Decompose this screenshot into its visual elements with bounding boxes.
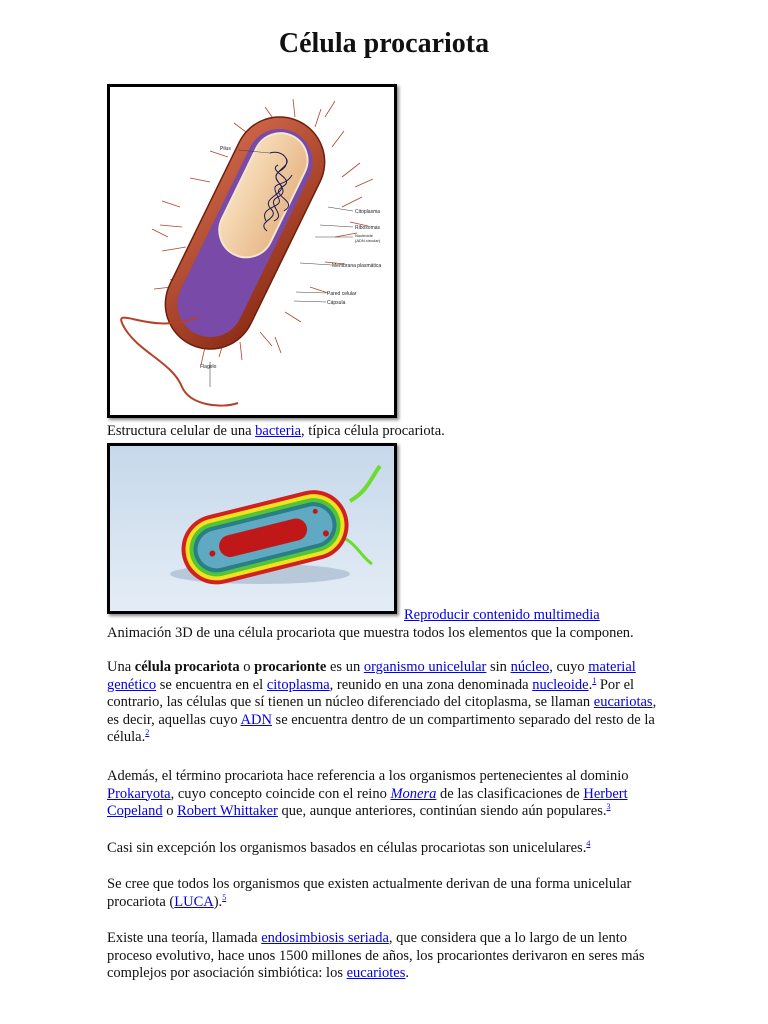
footnote-2[interactable]: 2 [145,728,150,738]
paragraph-luca: Se cree que todos los organismos que existen actualmente derivan de una forma unicelular procariota (LUCA).$^5$ [107,876,632,910]
link-endosimbiosis-seriada[interactable]: endosimbiosis seriada [261,930,389,946]
link-nucleo[interactable]: núcleo [510,659,550,675]
term-celula-procariota: célula procariota [134,659,240,675]
link-eucariotas[interactable]: eucariotas [593,694,653,710]
footnote-3[interactable]: 3 [606,802,611,812]
figure1-caption [107,423,659,441]
paragraph-endosimbiosis: Existe una teoría, llamada endosimbiosis seriada, que considera que a lo largo de un lento proceso evolutivo, hace unos 1500 millones de años, los procariontes derivaron en seres más complejos por asociación simbiótica: los eucariotes. [107,930,645,981]
bacterium-diagram-illustration [110,87,394,415]
link-organismo-unicelular[interactable]: organismo unicelular [363,659,487,675]
caption-text: , típica célula procariota. [301,423,445,439]
footnote-5[interactable]: 5 [222,892,227,902]
link-material-genetico[interactable]: material genético [107,659,636,693]
label-pilus: Pilus [220,146,231,152]
label-citoplasma: Citoplasma [355,209,381,215]
caption-text: Estructura celular de una [107,423,256,439]
figure2-caption: Animación 3D de una célula procariota que muestra todos los elementos que la componen. [107,625,634,641]
paragraph-definition: Una célula procariota o procarionte es un organismo unicelular sin núcleo, cuyo material genético se encuentra en el citoplasma, reunido en una zona denominada nucleoide.$^1$ Por el contrario, las células que sí tienen un núcleo diferenciado del citoplasma, se llaman eucariotas, es decir, aquellas cuyo ADN se encuentra dentro de un compartimento separado del resto de la célula.$^2$ [107,659,657,745]
link-nucleoide[interactable]: nucleoide [532,676,589,693]
page-title: Célula procariota [278,28,490,59]
label-pared: Pared celular [327,291,357,297]
link-citoplasma[interactable]: citoplasma [266,676,330,693]
link-luca[interactable]: LUCA [174,893,214,910]
paragraph-prokaryota: Además, el término procariota hace referencia a los organismos pertenecientes al dominio Prokaryota, cuyo concepto coincide con el reino Monera de las clasificaciones de Herbert Copeland o Robert Whittaker que, aunque anteriores, continúan siendo aún populares.$^3$ [107,768,629,819]
term-procarionte: procarionte [254,659,327,675]
bacterium-diagram-figure [107,84,397,418]
footnote-4[interactable]: 4 [586,839,591,849]
label-nucleoide: Nucleoide [355,233,373,238]
link-adn[interactable]: ADN [240,711,272,728]
cell-animation-still [110,446,394,611]
paragraph-unicelulares: Casi sin excepción los organismos basados en células procariotas son unicelulares.$^4$ [107,839,591,856]
link-eucariotes[interactable]: eucariotes [346,965,406,981]
link-herbert-copeland[interactable]: Herbert Copeland [107,785,628,819]
bacteria-link[interactable]: bacteria [255,423,302,439]
link-prokaryota[interactable]: Prokaryota [107,785,171,802]
label-flagelo: Flagelo [200,364,217,370]
link-robert-whittaker[interactable]: Robert Whittaker [177,803,278,819]
label-adn-circular: (ADN circular) [355,238,381,243]
label-membrana: Membrana plasmática [332,263,382,269]
label-capsula: Cápsula [327,300,346,306]
label-ribosomas: Ribosomas [355,225,381,231]
play-media-link[interactable]: Reproducir contenido multimedia [404,607,600,623]
footnote-1[interactable]: 1 [592,675,597,685]
cell-animation-figure[interactable] [107,443,397,614]
link-monera[interactable]: Monera [390,785,437,802]
